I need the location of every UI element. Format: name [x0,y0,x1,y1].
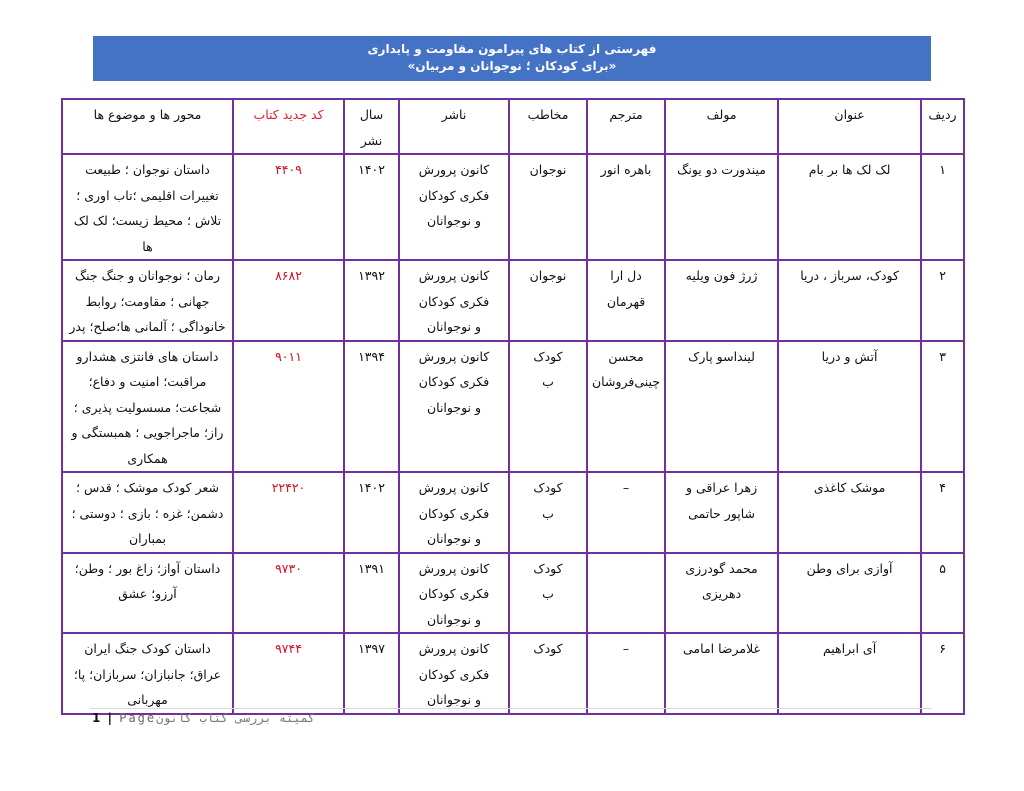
cell-row-no: ۴ [921,472,964,553]
cell-publisher: کانون پرورش فکری کودکان و نوجوانان [399,553,509,634]
cell-row-no: ۶ [921,633,964,714]
page-label: Page [119,711,157,725]
cell-code: ۹۷۳۰ [233,553,344,634]
cell-translator: – [587,472,665,553]
cell-translator: باهره انور [587,154,665,260]
cell-translator [587,553,665,634]
cell-title: موشک کاغذی [778,472,921,553]
cell-topics: داستان آواز؛ زاغ بور ؛ وطن؛ آرزو؛ عشق [62,553,233,634]
cell-author: محمد گودرزی دهریزی [665,553,778,634]
books-table [61,98,965,715]
page-footer [92,711,315,725]
cell-year: ۱۳۹۲ [344,260,399,341]
cell-topics: شعر کودک موشک ؛ قدس ؛ دشمن؛ غزه ؛ بازی ؛ دوستی ؛بمباران [62,472,233,553]
cell-audience: کودک ب [509,553,587,634]
cell-row-no: ۳ [921,341,964,473]
cell-code: ۲۲۴۲۰ [233,472,344,553]
cell-title: آتش و دریا [778,341,921,473]
cell-row-no: ۱ [921,154,964,260]
cell-translator: دل ارا قهرمان [587,260,665,341]
cell-publisher: کانون پرورش فکری کودکان و نوجوانان [399,260,509,341]
table-row [62,260,964,341]
cell-publisher: کانون پرورش فکری کودکان و نوجوانان [399,472,509,553]
cell-code: ۸۶۸۲ [233,260,344,341]
cell-translator: محسن چینی‌فروشان [587,341,665,473]
page-number: 1 [92,711,101,725]
cell-year: ۱۴۰۲ [344,154,399,260]
cell-code: ۹۷۴۴ [233,633,344,714]
title-line-1: فهرستی از کتاب های پیرامون مقاومت و پایداری [367,42,657,56]
header-title: عنوان [778,99,921,154]
header-audience: مخاطب [509,99,587,154]
cell-author: لینداسو پارک [665,341,778,473]
header-topics: محور ها و موضوع ها [62,99,233,154]
cell-publisher: کانون پرورش فکری کودکان و نوجوانان [399,341,509,473]
cell-row-no: ۵ [921,553,964,634]
header-year: سال نشر [344,99,399,154]
cell-author: میندورت دو یونگ [665,154,778,260]
cell-publisher: کانون پرورش فکری کودکان و نوجوانان [399,633,509,714]
cell-year: ۱۴۰۲ [344,472,399,553]
header-row-no: ردیف [921,99,964,154]
cell-author: ژرژ فون ویلیه [665,260,778,341]
table-row [62,633,964,714]
cell-title: کودک، سرباز ، دریا [778,260,921,341]
cell-title: آی ابراهیم [778,633,921,714]
footer-divider [90,708,932,709]
cell-code: ۴۴۰۹ [233,154,344,260]
cell-title: آوازی برای وطن [778,553,921,634]
cell-audience: کودک ب [509,341,587,473]
cell-year: ۱۳۹۱ [344,553,399,634]
cell-author: غلامرضا امامی [665,633,778,714]
header-translator: مترجم [587,99,665,154]
header-author: مولف [665,99,778,154]
cell-row-no: ۲ [921,260,964,341]
table-row [62,154,964,260]
cell-year: ۱۳۹۷ [344,633,399,714]
cell-audience: نوجوان [509,260,587,341]
cell-topics: داستان کودک جنگ ایران عراق؛ جانبازان؛ سربازان؛ پا؛ مهربانی [62,633,233,714]
cell-topics: داستان نوجوان ؛ طبیعت تغییرات اقلیمی ؛تاب اوری ؛ تلاش ؛ محیط زیست؛ لک لک ها [62,154,233,260]
document-title-banner [93,36,931,81]
cell-title: لک لک ها بر بام [778,154,921,260]
footer-separator: | [107,711,112,725]
table-row [62,472,964,553]
cell-audience: کودک ب [509,472,587,553]
cell-topics: رمان ؛ نوجوانان و جنگ جنگ جهانی ؛ مقاومت؛ روابط خانوداگی ؛ آلمانی ها؛صلح؛ پدر [62,260,233,341]
cell-translator: – [587,633,665,714]
title-line-2: «برای کودکان ؛ نوجوانان و مربیان» [407,59,617,73]
header-publisher: ناشر [399,99,509,154]
cell-year: ۱۳۹۴ [344,341,399,473]
footer-org-text: کمیته بررسی کتاب کانون [156,711,316,725]
cell-topics: داستان های فانتزی هشدارو مراقبت؛ امنیت و دفاع؛ شجاعت؛ مسسولیت پذیری ؛ راز؛ ماجراجویی ؛ همبستگی و همکاری [62,341,233,473]
cell-publisher: کانون پرورش فکری کودکان و نوجوانان [399,154,509,260]
table-header-row [62,99,964,154]
cell-audience: نوجوان [509,154,587,260]
cell-audience: کودک [509,633,587,714]
cell-code: ۹۰۱۱ [233,341,344,473]
table-row [62,341,964,473]
table-row [62,553,964,634]
cell-author: زهرا عراقی و شاپور حاتمی [665,472,778,553]
header-code: کد جدید کتاب [233,99,344,154]
